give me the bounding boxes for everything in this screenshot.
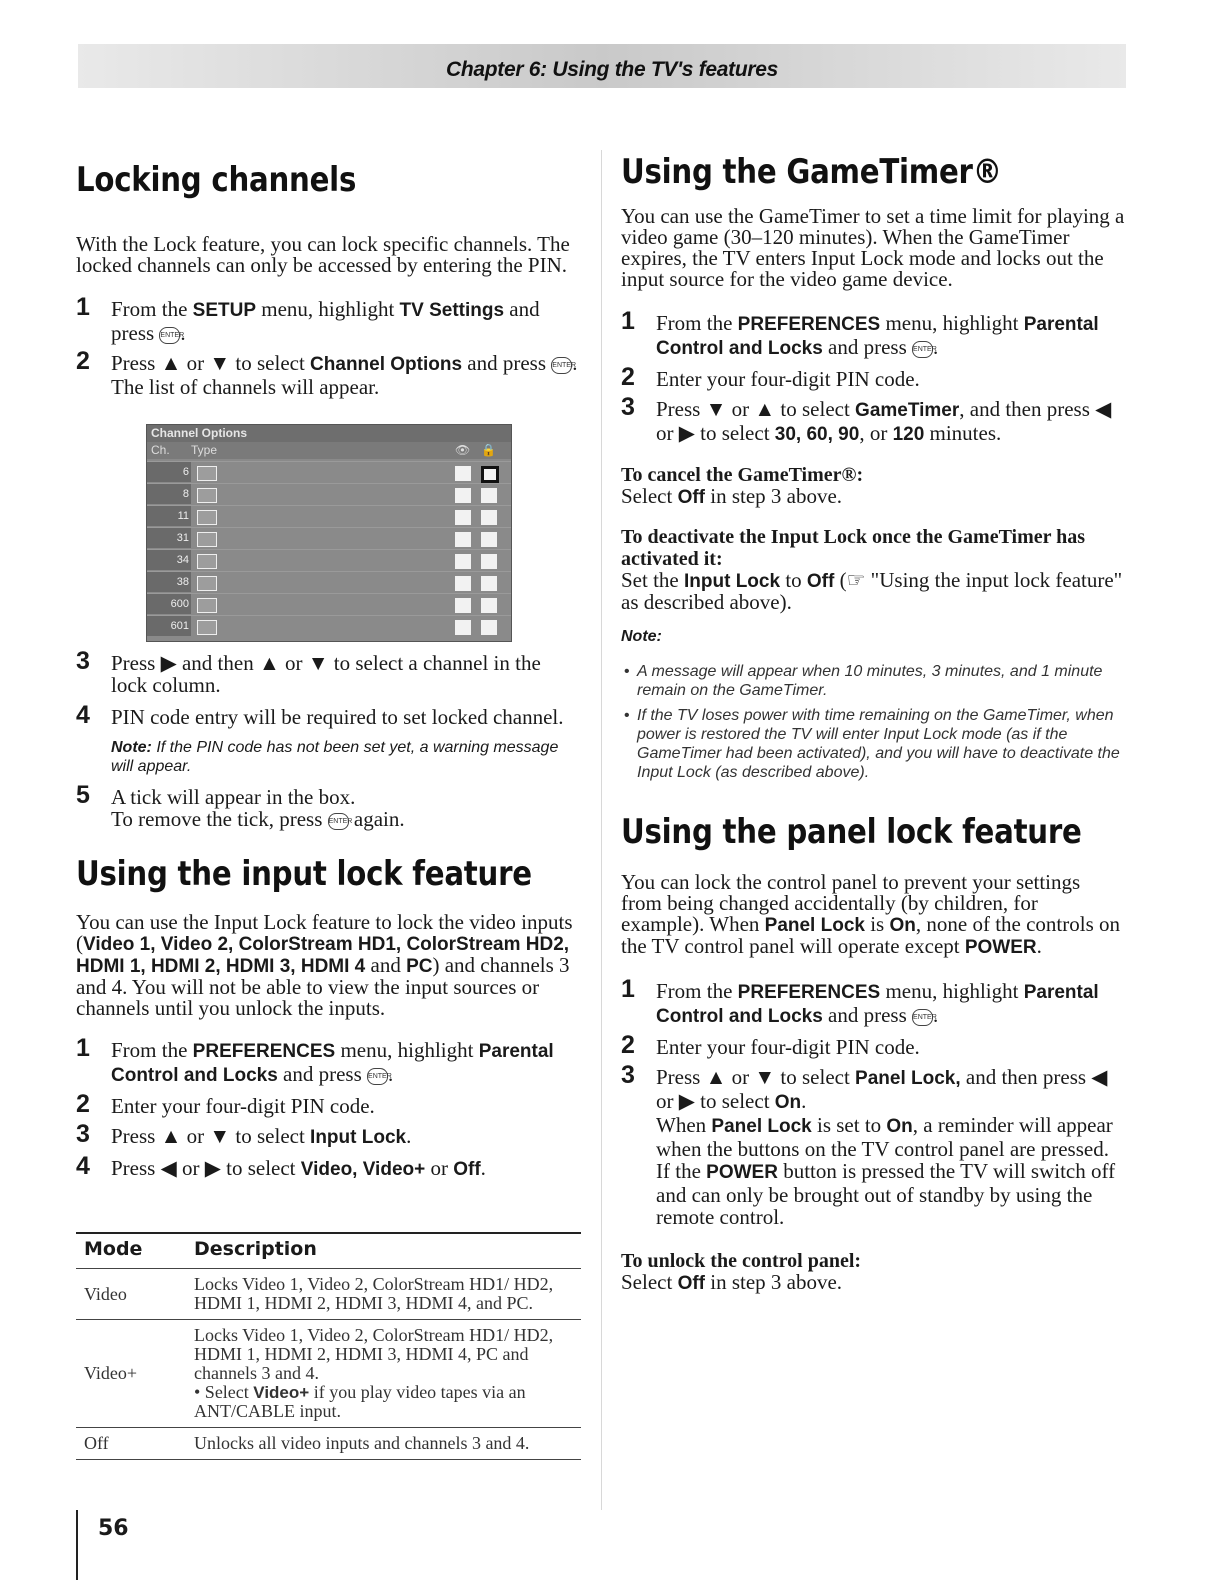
step-number: 1 <box>621 307 635 335</box>
step-bold: Off <box>453 1159 481 1180</box>
description-header: Description <box>194 1233 581 1269</box>
step-text: From the <box>111 1038 193 1062</box>
bullet-dot: • <box>624 663 630 680</box>
step-number: 5 <box>76 781 90 809</box>
step-bold: Video, Video+ <box>300 1159 426 1180</box>
deactivate-heading: To deactivate the Input Lock once the GameTimer has activated it: <box>621 526 1086 570</box>
step-text: Press ▲ or ▼ to select <box>111 1124 311 1148</box>
lock-checkbox[interactable] <box>481 598 497 613</box>
body-bold: Off <box>677 487 705 508</box>
panel-lock-step-1: 1 From the PREFERENCES menu, highlight Parental Control and Locks and press ENTER. <box>621 975 1099 1027</box>
step-text: PIN code entry will be required to set locked channel. <box>111 705 564 729</box>
input-lock-step-2 <box>76 1090 581 1118</box>
step-number: 3 <box>76 647 90 675</box>
mode-cell: Video <box>76 1269 194 1320</box>
step-text: Press ▲ or ▼ to select <box>656 1065 856 1089</box>
lock-checkbox[interactable] <box>481 488 497 503</box>
step-text: From the <box>111 297 193 321</box>
step-text: Press ▼ or ▲ to select <box>656 397 856 421</box>
locking-step-2 <box>76 347 581 399</box>
note-bullet <box>621 706 1126 782</box>
channel-number: 11 <box>147 506 191 526</box>
step-text: , a reminder will appear when the buttons on the TV control panel are pressed. If the <box>656 1113 1113 1183</box>
step-bold: GameTimer <box>855 400 960 421</box>
body-text: to <box>780 568 807 592</box>
channel-row <box>147 461 511 484</box>
description-cell: Unlocks all video inputs and channels 3 and 4. <box>194 1428 581 1460</box>
skip-checkbox[interactable] <box>455 510 471 525</box>
chapter-title: Chapter 6: Using the TV's features <box>445 58 779 81</box>
intro-text: ) and channels 3 and 4. You will not be able to view the input sources or channels until you unlock the inputs. <box>76 953 570 1020</box>
input-lock-step-4 <box>76 1152 581 1181</box>
step-text: Press ▲ or ▼ to select <box>111 351 311 375</box>
step-text: . <box>801 1089 807 1113</box>
step-number: 1 <box>76 293 90 321</box>
gametimer-step-2 <box>621 363 1126 391</box>
mode-cell: Off <box>76 1428 194 1460</box>
note-text: If the TV loses power with time remaining on the GameTimer, when power is restored the TV will enter Input Lock mode (as if the GameTimer had been activated), and you will have to deactivate the Input Lock (as described above). <box>637 707 1120 781</box>
step-number: 2 <box>621 363 635 391</box>
locking-step-1: 1 From the SETUP menu, highlight TV Settings and press ENTER. <box>76 293 540 345</box>
panel-lock-step-3 <box>621 1061 1126 1229</box>
enter-icon: ENTER <box>367 1068 388 1085</box>
description-bold: Video+ <box>253 1383 310 1402</box>
body-text: Set the <box>621 568 684 592</box>
input-lock-step-3 <box>76 1120 581 1149</box>
enter-icon: ENTER <box>159 327 180 344</box>
description-cell <box>194 1320 581 1428</box>
body-text: Select <box>621 484 678 508</box>
lock-checkbox[interactable] <box>481 576 497 591</box>
channel-number: 6 <box>147 462 191 482</box>
step-text: . <box>406 1124 412 1148</box>
channel-number: 38 <box>147 572 191 592</box>
body-bold: Input Lock <box>684 571 781 592</box>
locking-title: Locking channels <box>76 160 357 200</box>
channel-number: 600 <box>147 594 191 614</box>
step-bold: PREFERENCES <box>737 982 881 1003</box>
step-bold: Parental Control and Locks <box>111 1041 554 1086</box>
locking-intro: With the Lock feature, you can lock specific channels. The locked channels can only be accessed by entering the PIN. <box>76 232 570 277</box>
enter-icon: ENTER <box>912 1009 933 1026</box>
step-bold: TV Settings <box>399 300 505 321</box>
step-number: 4 <box>76 701 90 729</box>
lock-checkbox[interactable] <box>481 620 497 635</box>
step-text: To remove the tick, press <box>111 807 323 831</box>
locking-step-4 <box>76 701 581 729</box>
channel-type-icon <box>197 598 217 613</box>
channel-number: 31 <box>147 528 191 548</box>
bullet-dot: • <box>624 707 630 724</box>
step-bold: PREFERENCES <box>737 314 881 335</box>
locking-step-3 <box>76 647 581 697</box>
channel-type-icon <box>197 620 217 635</box>
step-text: . <box>480 1156 486 1180</box>
panel-lock-title: Using the panel lock feature <box>621 812 1082 852</box>
gametimer-step-3 <box>621 393 1126 446</box>
step-text: menu, highlight <box>880 979 1024 1003</box>
skip-checkbox[interactable] <box>455 576 471 591</box>
description-text: if you play video tapes via an ANT/CABLE input. <box>194 1382 526 1421</box>
body-text: (☞ "Using the input lock feature" as described above). <box>621 568 1123 614</box>
step-text: again. <box>348 807 405 831</box>
right-column <box>621 150 1126 1294</box>
channel-type-icon <box>197 466 217 481</box>
body-text: in step 3 above. <box>705 484 843 508</box>
step-text: From the <box>656 979 738 1003</box>
step-text: Enter your four-digit PIN code. <box>656 367 920 391</box>
step-bold: 30, 60, 90 <box>774 424 860 445</box>
col-ch: Ch. <box>151 443 170 457</box>
step-bold: PREFERENCES <box>192 1041 336 1062</box>
channel-row <box>147 549 511 572</box>
description-text: Locks Video 1, Video 2, ColorStream HD1/ HD2, HDMI 1, HDMI 2, HDMI 3, HDMI 4, PC and channels 3 and 4. <box>194 1325 554 1383</box>
panel-lock-step-2 <box>621 1031 1126 1059</box>
step-text: button is pressed the TV will switch off and can only be brought out of standby by using the remote control. <box>656 1159 1116 1229</box>
step-text: minutes. <box>924 421 1002 445</box>
step-text: is set to <box>811 1113 887 1137</box>
body-bold: Off <box>677 1273 705 1294</box>
step-text: . The list of channels will appear. <box>111 351 578 399</box>
intro-bold: On <box>889 915 916 936</box>
note-bullet <box>621 662 1126 700</box>
lock-checkbox[interactable] <box>481 466 499 483</box>
table-row <box>76 1320 581 1428</box>
lock-checkbox[interactable] <box>481 554 497 569</box>
step-text: Press ◀ or ▶ to select <box>111 1156 301 1180</box>
input-lock-title: Using the input lock feature <box>76 854 532 894</box>
intro-text: , none of the controls on the TV control panel will operate except <box>621 912 1120 958</box>
step-text: and then press ◀ or ▶ to select <box>656 1065 1108 1113</box>
step-text: Enter your four-digit PIN code. <box>656 1035 920 1059</box>
intro-text: is <box>864 912 890 936</box>
skip-checkbox[interactable] <box>455 598 471 613</box>
table-row <box>76 1428 581 1460</box>
eye-icon: 👁 <box>455 443 471 457</box>
step-text: menu, highlight <box>335 1038 479 1062</box>
lock-checkbox[interactable] <box>481 532 497 547</box>
gametimer-note-label <box>621 627 1126 646</box>
step-bold: On <box>774 1092 802 1113</box>
locking-note <box>111 738 581 776</box>
step-text: Press ▶ and then ▲ or ▼ to select a channel in the lock column. <box>111 651 541 697</box>
lock-checkbox[interactable] <box>481 510 497 525</box>
channel-type-icon <box>197 488 217 503</box>
input-lock-intro <box>76 912 581 1019</box>
note-label: Note: <box>111 739 152 756</box>
table-row <box>76 1269 581 1320</box>
step-bold: Parental Control and Locks <box>656 982 1099 1027</box>
step-bold: SETUP <box>192 300 257 321</box>
enter-icon: ENTER <box>328 813 349 830</box>
step-text: Enter your four-digit PIN code. <box>111 1094 375 1118</box>
step-number: 3 <box>621 1061 635 1089</box>
intro-bold: POWER <box>964 937 1037 958</box>
step-text: and press <box>822 1003 907 1027</box>
step-number: 4 <box>76 1152 90 1180</box>
channel-row <box>147 483 511 506</box>
channel-number: 34 <box>147 550 191 570</box>
step-text: and press <box>111 297 540 345</box>
step-bold: Panel Lock, <box>855 1068 961 1089</box>
gametimer-intro: You can use the GameTimer to set a time limit for playing a video game (30–120 minutes). When the GameTimer expires, the TV enters Input Lock mode and locks out the input source for the video game device. <box>621 204 1125 291</box>
gametimer-title: Using the GameTimer® <box>621 152 1002 192</box>
note-text: A message will appear when 10 minutes, 3 minutes, and 1 minute remain on the GameTimer. <box>637 663 1103 699</box>
note-label: Note: <box>621 628 662 645</box>
mode-header: Mode <box>76 1233 194 1269</box>
channel-number: 601 <box>147 616 191 636</box>
cancel-heading: To cancel the GameTimer®: <box>621 464 864 486</box>
channel-row <box>147 615 511 638</box>
channel-number: 8 <box>147 484 191 504</box>
step-text: A tick will appear in the box. <box>111 785 356 809</box>
description-text: • Select <box>194 1382 254 1402</box>
channel-row <box>147 505 511 528</box>
channel-options-header <box>147 442 511 459</box>
channel-row <box>147 527 511 550</box>
step-number: 3 <box>76 1120 90 1148</box>
body-bold: Off <box>806 571 835 592</box>
step-text: , or <box>859 421 893 445</box>
step-number: 1 <box>621 975 635 1003</box>
step-bold: On <box>886 1116 913 1137</box>
step-text: and press <box>277 1062 362 1086</box>
channel-type-icon <box>197 576 217 591</box>
locking-step-5 <box>76 781 581 831</box>
page-number: 56 <box>98 1516 129 1541</box>
step-bold: POWER <box>706 1162 778 1183</box>
channel-options-title: Channel Options <box>147 425 512 442</box>
panel-lock-intro <box>621 872 1126 958</box>
step-bold: 120 <box>892 424 925 445</box>
body-text: Select <box>621 1270 678 1294</box>
step-text: From the <box>656 311 738 335</box>
step-text: menu, highlight <box>880 311 1024 335</box>
page-rule <box>76 1510 78 1580</box>
skip-checkbox[interactable] <box>455 466 471 481</box>
channel-row <box>147 571 511 594</box>
channel-type-icon <box>197 532 217 547</box>
gametimer-step-1: 1 From the PREFERENCES menu, highlight Parental Control and Locks and press ENTER. <box>621 307 1099 359</box>
enter-icon: ENTER <box>551 357 572 374</box>
intro-bold: Panel Lock <box>764 915 865 936</box>
step-text: , and then press ◀ or ▶ to select <box>656 397 1112 445</box>
step-text: and press <box>822 335 907 359</box>
step-number: 3 <box>621 393 635 421</box>
deactivate-text <box>621 570 1126 613</box>
description-cell: Locks Video 1, Video 2, ColorStream HD1/ HD2, HDMI 1, HDMI 2, HDMI 3, HDMI 4, and PC. <box>194 1269 581 1320</box>
channel-type-icon <box>197 510 217 525</box>
body-text: in step 3 above. <box>705 1270 843 1294</box>
intro-text: You can lock the control panel to prevent your settings from being changed accidentally (by children, for example). When <box>621 870 1081 936</box>
skip-checkbox[interactable] <box>455 488 471 503</box>
input-lock-step-1: 1 From the PREFERENCES menu, highlight Parental Control and Locks and press ENTER. <box>76 1034 554 1086</box>
skip-checkbox[interactable] <box>455 554 471 569</box>
intro-text: . <box>1036 934 1042 958</box>
cancel-text <box>621 486 1126 508</box>
note-text: If the PIN code has not been set yet, a warning message will appear. <box>111 739 559 775</box>
step-text: menu, highlight <box>256 297 400 321</box>
step-number: 2 <box>76 1090 90 1118</box>
step-text: and press <box>462 351 547 375</box>
intro-text: You can use the Input Lock feature to lock the video inputs ( <box>76 910 573 955</box>
step-text: When <box>656 1113 712 1137</box>
mode-cell: Video+ <box>76 1320 194 1428</box>
step-bold: Panel Lock <box>711 1116 812 1137</box>
step-bold: Parental Control and Locks <box>656 314 1099 359</box>
intro-bold: PC <box>406 956 433 977</box>
left-column <box>76 150 581 398</box>
step-number: 1 <box>76 1034 90 1062</box>
step-bold: Channel Options <box>310 354 463 375</box>
unlock-heading: To unlock the control panel: <box>621 1250 862 1272</box>
skip-checkbox[interactable] <box>455 532 471 547</box>
mode-table <box>76 1232 581 1460</box>
intro-text: and <box>365 953 407 977</box>
intro-bold: Video 1, Video 2, ColorStream HD1, ColorStream HD2, HDMI 1, HDMI 2, HDMI 3, HDMI 4 <box>76 934 570 977</box>
lock-icon: 🔒 <box>481 443 496 457</box>
channel-type-icon <box>197 554 217 569</box>
skip-checkbox[interactable] <box>455 620 471 635</box>
unlock-text <box>621 1272 1126 1294</box>
channel-options-screenshot <box>146 424 512 642</box>
step-number: 2 <box>621 1031 635 1059</box>
step-bold: Input Lock <box>310 1127 407 1148</box>
column-divider <box>601 150 602 1510</box>
channel-row <box>147 593 511 616</box>
enter-icon: ENTER <box>912 341 933 358</box>
step-text: or <box>425 1156 454 1180</box>
col-type: Type <box>191 443 218 457</box>
step-number: 2 <box>76 347 90 375</box>
